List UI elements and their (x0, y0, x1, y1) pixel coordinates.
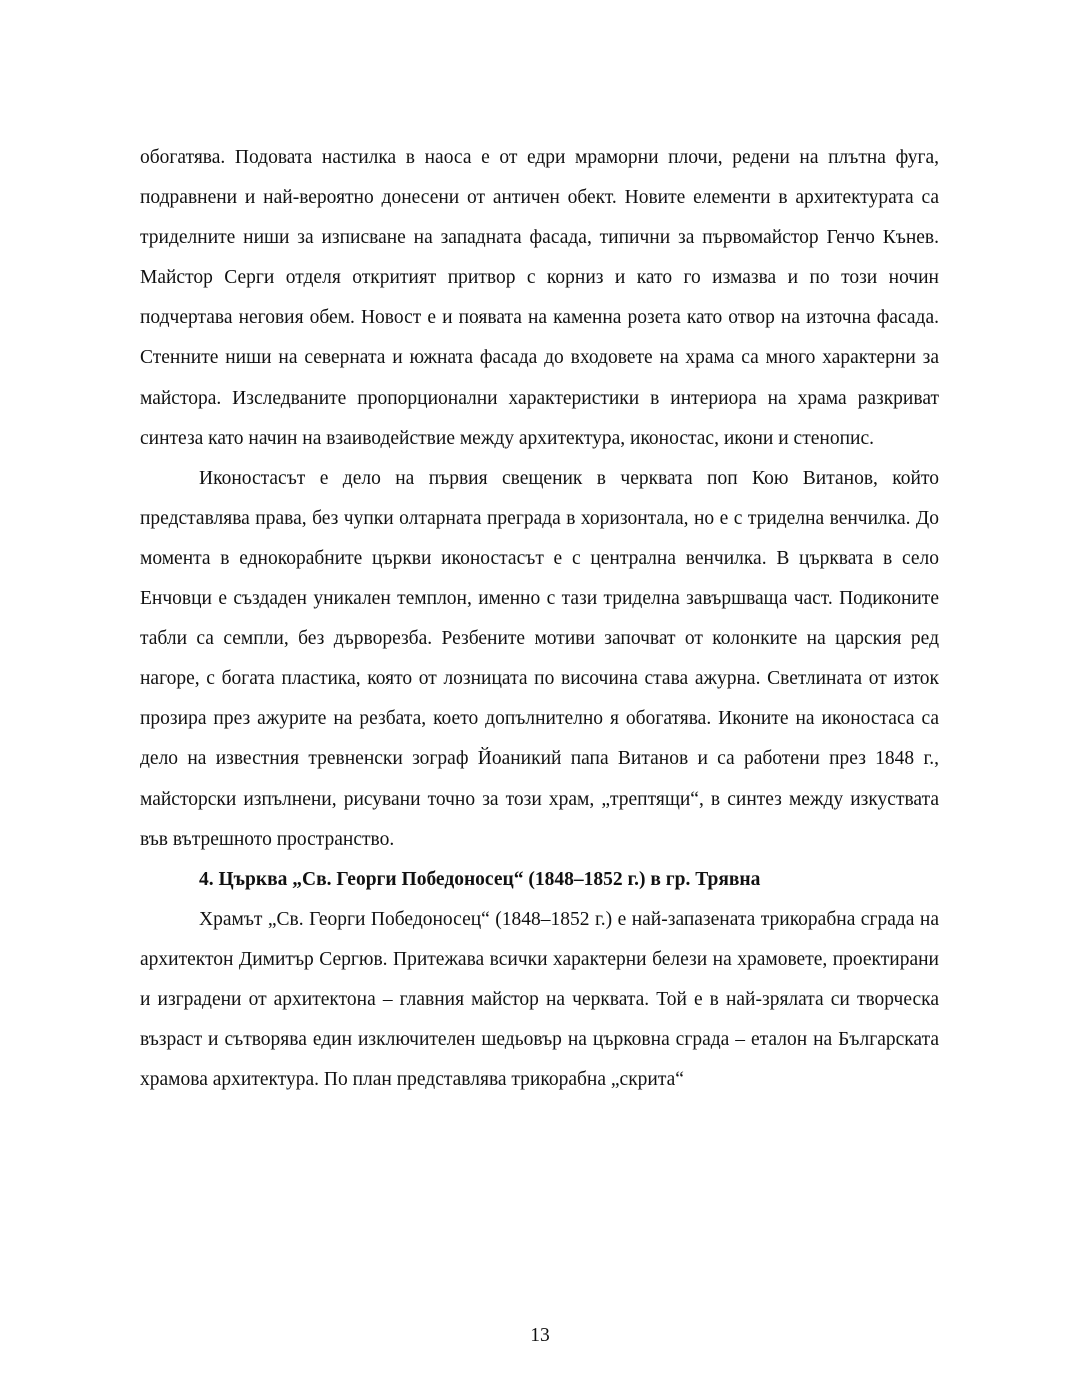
paragraph-narthex-description: обогатява. Подовата настилка в наоса е от едри мраморни плочи, редени на плътна фуга, подравнени и най-вероятно донесени от античен обект. Новите елементи в архитектурата са триделните ниши за изписване на западната фасада, типични за първомайстор Генчо Кънев. Майстор Серги отделя откритият притвор с корниз и като го измазва и по този ночин подчертава неговия обем. Новост е и появата на каменна розета като отвор на източна фасада. Стенните ниши на северната и южната фасада до входовете на храма са много характерни за майстора. Изследваните пропорционални характеристики в интериора на храма разкриват синтеза като начин на взаиводействие между архитектура, иконостас, икони и стенопис. (140, 147, 939, 449)
document-page (140, 138, 939, 1100)
paragraph-church-tryavna: Храмът „Св. Георги Победоносец“ (1848–1852 г.) е най-запазената трикорабна сграда на архитектон Димитър Сергюв. Притежава всички характерни белези на храмовете, проектирани и изградени от архитектона – главния майстор на черквата. Той е в най-зрялата си творческа възраст и сътворява един изключителен шедьовър на църковна сграда – еталон на Българската храмова архитектура. По план представлява трикорабна „скрита“ (140, 908, 939, 1091)
section-heading: 4. Църква „Св. Георги Победоносец“ (1848–1852 г.) в гр. Трявна (199, 868, 761, 890)
page-number: 13 (530, 1325, 550, 1346)
paragraph-iconostasis: Иконостасът е дело на първия свещеник в черквата поп Кою Витанов, който представлява права, без чупки олтарната преграда в хоризонтала, но е с триделна венчилка. До момента в еднокорабните църкви иконостасът е с централна венчилка. В църквата в село Енчовци е създаден уникален темплон, именно с тази триделна завършваща част. Подиконите табли са семпли, без дърворезба. Резбените мотиви започват от колонките на царския ред нагоре, с богата пластика, която от лозницата по височина става ажурна. Светлината от изток прозира през ажурите на резбата, което допълнително я обогатява. Иконите на иконостаса са дело на известния тревненски зограф Йоаникий папа Витанов и са работени през 1848 г., майсторски изпълнени, рисувани точно за този храм, „трептящи“, в синтез между изкуствата във вътрешното пространство. (140, 467, 939, 850)
